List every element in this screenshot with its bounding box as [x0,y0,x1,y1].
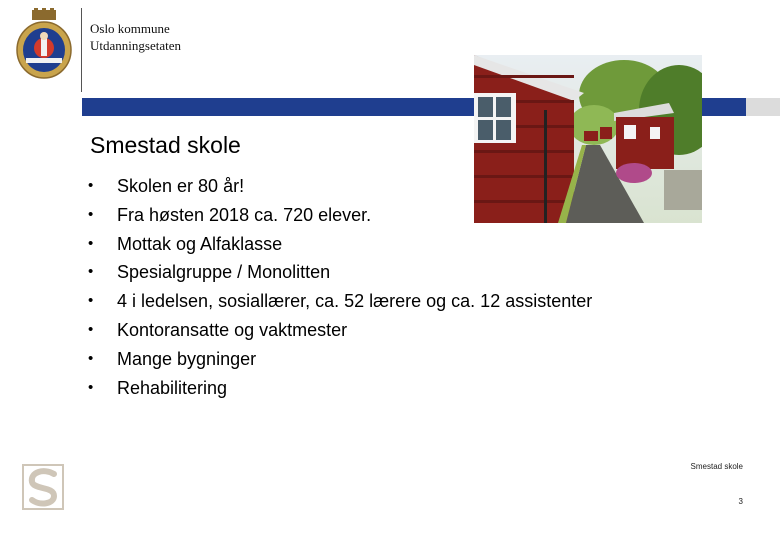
list-item-text: Fra høsten 2018 ca. 720 elever. [117,204,372,225]
list-item [88,287,592,316]
list-item [88,316,592,345]
bullet-icon: • [88,263,94,281]
bullet-icon: • [88,349,94,367]
org-name-line2: Utdanningsetaten [90,38,181,53]
organization-name [90,20,181,54]
org-name-line1: Oslo kommune [90,21,170,36]
bullet-icon: • [88,177,94,194]
bullet-icon: • [88,205,94,223]
list-item [88,345,592,374]
list-item-text: 4 i ledelsen, sosiallærer, ca. 52 lærere og ca. 12 assistenter [117,291,593,312]
list-item-text: Mange bygninger [117,348,257,369]
slide-title: Smestad skole [90,132,241,158]
footer-label: Smestad skole [690,462,743,471]
list-item-text: Rehabilitering [117,377,228,398]
list-item [88,258,592,287]
list-item [88,172,592,201]
header-band-right [702,98,746,116]
header-divider [81,8,82,92]
header-band-grey [746,98,780,116]
bullet-list [88,172,592,402]
list-item-text: Kontoransatte og vaktmester [117,319,348,340]
oslo-s-logo-icon [22,464,64,510]
list-item [88,201,592,230]
oslo-crest-logo [14,8,74,80]
list-item [88,230,592,259]
header-band [82,98,474,116]
list-item [88,374,592,403]
bullet-icon: • [88,320,94,338]
bullet-icon: • [88,378,94,396]
list-item-text: Skolen er 80 år! [117,176,245,196]
list-item-text: Mottak og Alfaklasse [117,233,283,254]
bullet-icon: • [88,292,94,310]
page-number: 3 [738,497,743,506]
bullet-icon: • [88,234,94,252]
list-item-text: Spesialgruppe / Monolitten [117,262,331,283]
